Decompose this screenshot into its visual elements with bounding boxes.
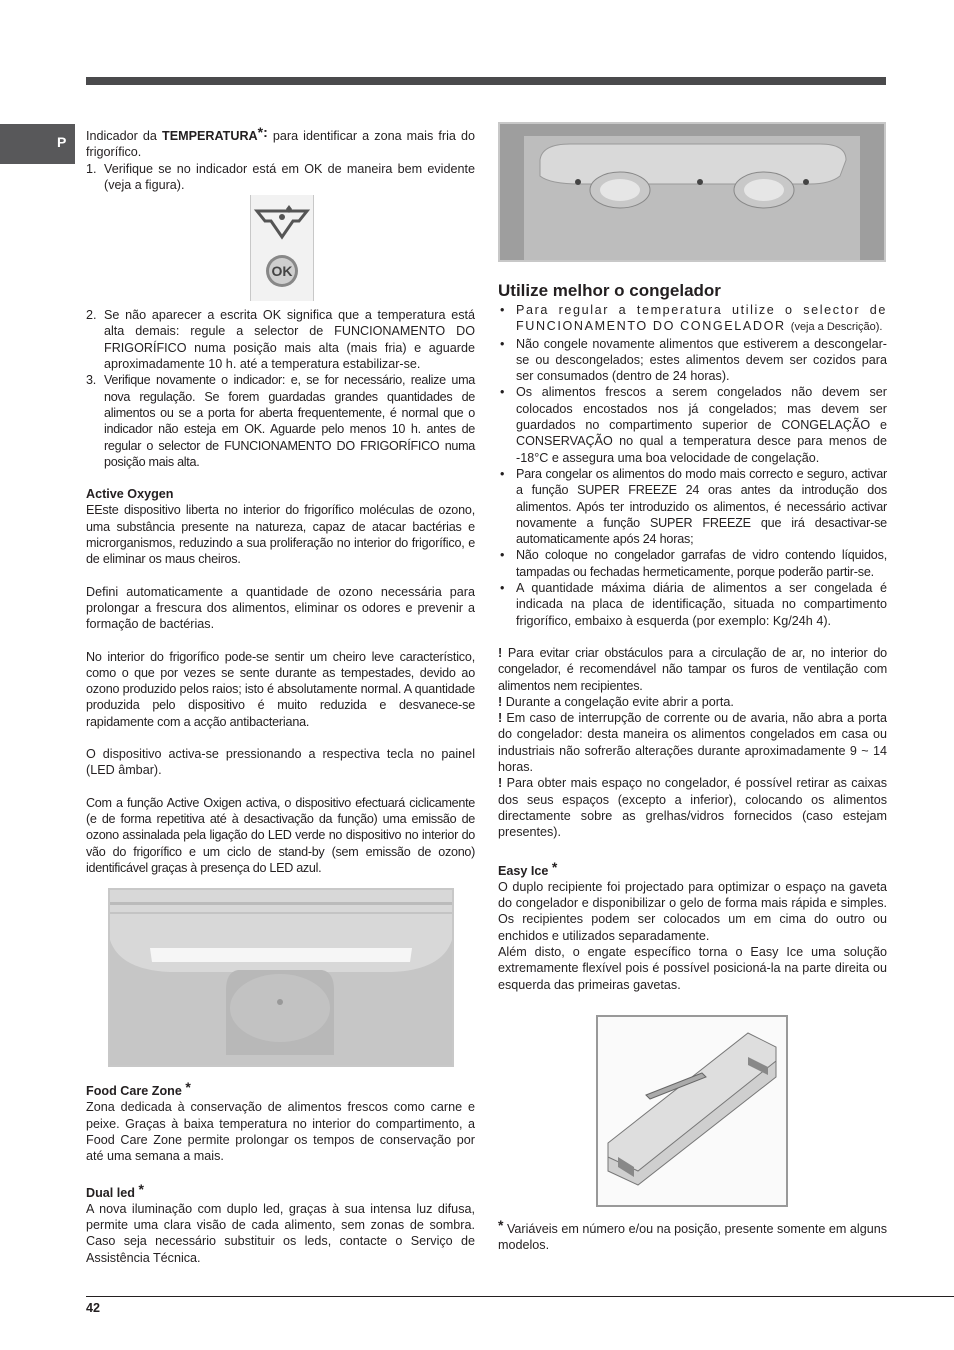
active-oxygen-p2: Defini automaticamente a quantidade de ozono necessária para prolongar a frescura dos alimentos, eliminar os odores e prevenir a formação de bactérias. xyxy=(86,584,475,632)
footer-rule xyxy=(86,1296,954,1297)
freezer-note-4: ! Para obter mais espaço no congelador, é possível retirar as caixas dos seus espaços (excepto a inferior), colocando os alimentos directamente sobre as grelhas/vidros fornecidos (caso estejam presentes). xyxy=(498,776,887,840)
page-number: 42 xyxy=(86,1301,101,1315)
active-oxygen-p3: No interior do frigorífico pode-se sentir um cheiro leve característico, como o que por vezes se sente durante as tempestades, devido ao ozono produzido pelos raios; isto é absolutamente normal. A quantidade produzida pelo dispositivo é muito reduzida e desvanece-se rapidamente com a acção antibacteriana. xyxy=(86,649,475,729)
step-3: 3. Verifique novamente o indicador: e, se for necessário, realize uma nova regulação. Se forem guardadas grandes quantidades de alimentos ou se a porta for aberta frequentemente, é normal que o indicador não esteja em OK. Aguarde pelo menos 10 h. antes de regular o selector de FUNCIONAMENTO DO FRIGORÍFICO numa posição mais alta. xyxy=(86,373,475,469)
active-oxygen-device-figure xyxy=(108,888,454,1067)
language-tab: P xyxy=(0,124,75,164)
freezer-tip-4: • Para congelar os alimentos do modo mais correcto e seguro, activar a função SUPER FREEZE 24 oras antes da introdução dos alimentos. Após ter introduzido os alimentos, é necessário activar novamente a função SUPER FREEZE que irá desactivar-se automaticamente após 24 horas; xyxy=(500,466,887,547)
freezer-tip-5: • Não coloque no congelador garrafas de vidro contendo líquidos, tampadas ou fechadas hermeticamente, porque poderão partir-se. xyxy=(500,548,887,579)
temperature-indicator-icon xyxy=(251,195,313,301)
active-oxygen-p4: O dispositivo activa-se pressionando a respectiva tecla no painel (LED âmbar). xyxy=(86,747,475,778)
food-care-zone-text: Zona dedicada à conservação de alimentos frescos como carne e peixe. Graças à baixa temperatura no interior do compartimento, a Food Care Zone permite prolongar os tempos de conservação por até uma semana a mais. xyxy=(86,1100,475,1164)
dual-led-figure xyxy=(498,122,886,262)
ozone-device-illustration xyxy=(110,890,452,1065)
footnote: * Variáveis em número e/ou na posição, presente somente em alguns modelos. xyxy=(498,1216,887,1253)
header-rule xyxy=(86,77,886,85)
freezer-note-3: ! Em caso de interrupção de corrente ou de avaria, não abra a porta do congelador: desta maneira os alimentos congelados em casa ou industriais não sofrerão alterações durante aproximadamente 9 ~ 14 horas. xyxy=(498,711,887,775)
dual-led-heading: Dual led * xyxy=(86,1180,144,1200)
steps-list-1 xyxy=(86,161,475,194)
steps-list-2 xyxy=(86,307,475,470)
active-oxygen-p1: EEste dispositivo liberta no interior do frigorífico moléculas de ozono, uma substância presente na natureza, capaz de atacar bactérias e microrganismos, reduzindo a sua proliferação no interior do frigorífico, e de eliminar os maus cheiros. xyxy=(86,503,475,567)
freezer-heading: Utilize melhor o congelador xyxy=(498,281,721,300)
temperature-intro: Indicador da TEMPERATURA*: para identificar a zona mais fria do frigorífico. xyxy=(86,124,475,160)
freezer-tips-list xyxy=(498,302,887,629)
freezer-note-1: ! Para evitar criar obstáculos para a circulação de ar, no interior do congelador, é recomendável não tampar os furos de ventilação com alimentos nem recipientes. xyxy=(498,645,887,693)
food-care-zone-heading: Food Care Zone * xyxy=(86,1079,191,1099)
ice-tray-illustration xyxy=(598,1017,786,1205)
freezer-tip-3: • Os alimentos frescos a serem congelados não devem ser colocados encostados nos já congelados; mas devem ser guardados no compartimento superior de CONGELAÇÃO e CONSERVAÇÃO no qual a temperatura desce para menos de -18°C e assegura uma boa velocidade de congelação. xyxy=(500,385,887,465)
step-1: 1. Verifique se no indicador está em OK de maneira bem evidente (veja a figura). xyxy=(86,161,475,192)
freezer-tip-6: • A quantidade máxima diária de alimentos a ser congelada é indicada na placa de identificação, situada no compartimento frigorífico, embaixo à esquerda (por exemplo: Kg/24h 4). xyxy=(500,581,887,628)
ok-badge: OK xyxy=(271,263,293,280)
temperature-indicator-figure xyxy=(250,195,314,301)
active-oxygen-heading: Active Oxygen xyxy=(86,487,174,502)
step-2: 2. Se não aparecer a escrita OK significa que a temperatura está alta demais: regule a selector de FUNCIONAMENTO DO FRIGORÍFICO numa posição mais alta (mais fria) e aguarde aproximadamente 10 h. até a temperatura estabilizar-se. xyxy=(86,308,475,372)
active-oxygen-p5: Com a função Active Oxigen activa, o dispositivo efectuará ciclicamente (e de forma repetitiva até à desactivação da função) uma emissão de ozono assinalada pela ligação do LED verde no dispositivo no interior do vão do frigorífico e um ciclo de stand-by (sem emissão de ozono) identificável graças à presença do LED azul. xyxy=(86,795,475,875)
dual-led-lamp-illustration xyxy=(500,124,884,260)
freezer-tip-1: • Para regular a temperatura utilize o selector de FUNCIONAMENTO DO CONGELADOR (veja a Descrição). xyxy=(500,303,887,334)
left-column xyxy=(86,124,475,1266)
freezer-note-2: ! Durante a congelação evite abrir a porta. xyxy=(498,694,734,709)
easy-ice-p1: O duplo recipiente foi projectado para optimizar o espaço na gaveta do congelador e disponibilizar o gelo de forma mais rápida e simples. Os recipientes podem ser colocados um em cima do outro ou enchidos e utilizados separadamente. xyxy=(498,879,887,943)
right-column xyxy=(498,122,887,1253)
dual-led-text: A nova iluminação com duplo led, graças à sua intensa luz difusa, permite uma clara visão de cada alimento, sem zonas de sombra. Caso seja necessário substituir os leds, contacte o Serviço de Assistência Técnica. xyxy=(86,1201,475,1265)
easy-ice-p2: Além disto, o engate específico torna o Easy Ice uma solução extremamente flexível pois é possível posicioná-la na parte direita ou esquerda das primeiras gavetas. xyxy=(498,944,887,992)
easy-ice-heading: Easy Ice * xyxy=(498,858,558,878)
freezer-tip-2: • Não congele novamente alimentos que estiverem a descongelar-se ou descongelados; estes alimentos devem ser cozidos para ser consumados (dentro de 24 horas). xyxy=(500,336,887,384)
easy-ice-figure xyxy=(596,1015,788,1207)
